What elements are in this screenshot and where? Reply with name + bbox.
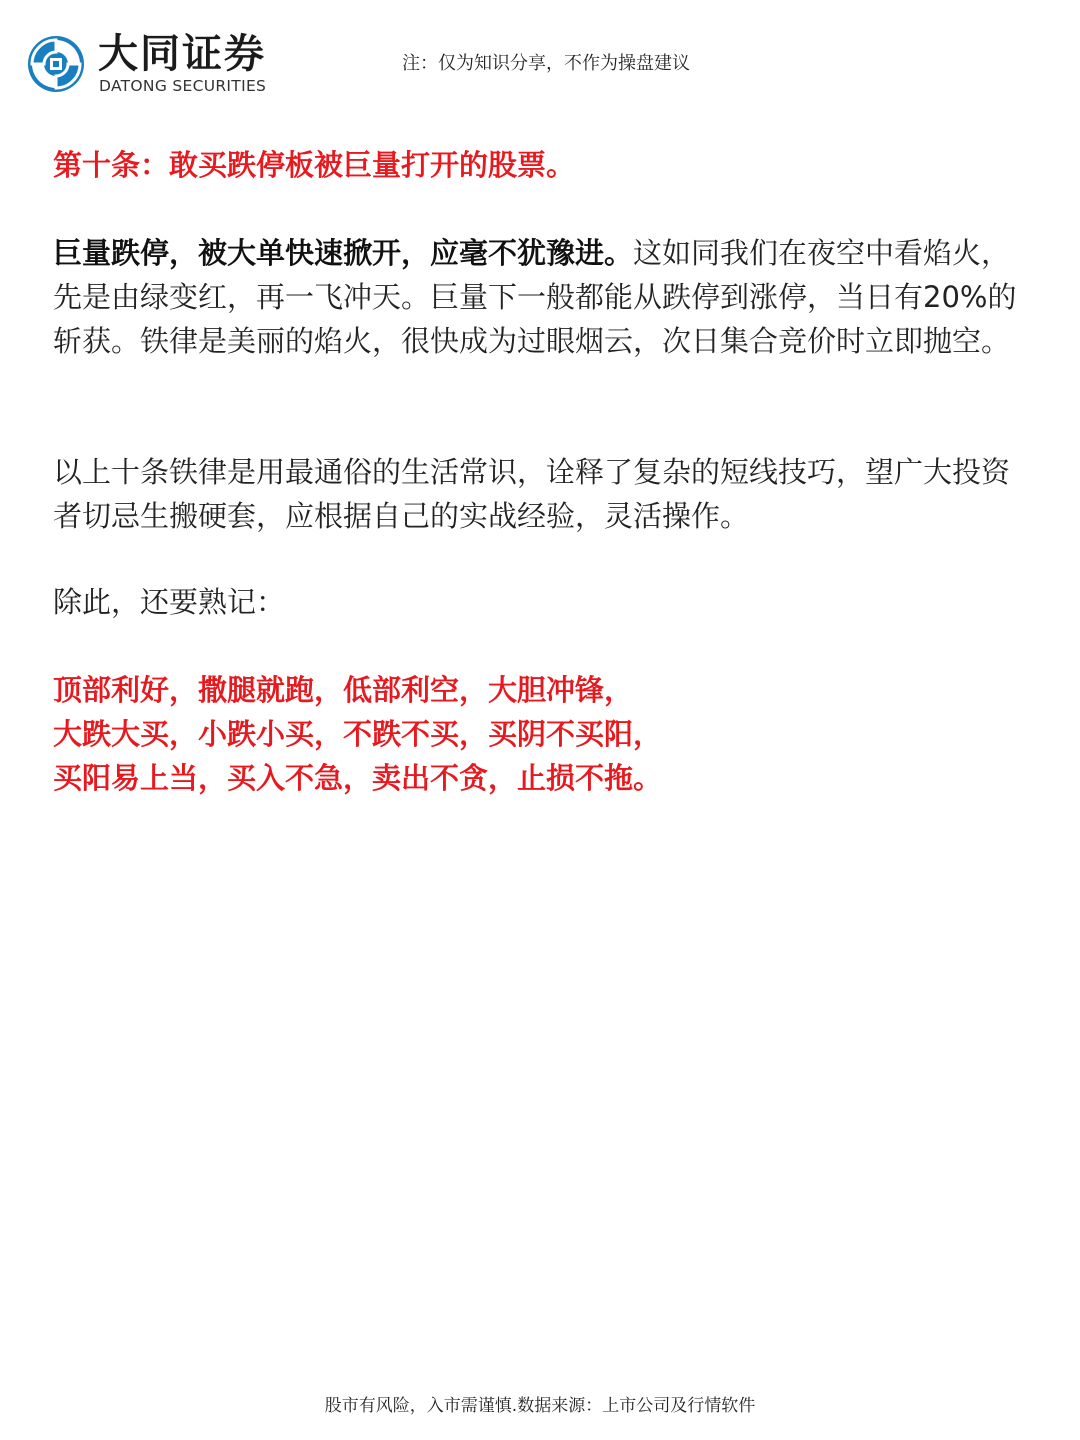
header (0, 0, 1080, 110)
paragraph-rule-explanation (53, 231, 1028, 363)
mnemonic-line: 买阳易上当，买入不急，卖出不贪，止损不拖。 (53, 761, 663, 795)
disclaimer-note: 注：仅为知识分享，不作为操盘建议 (402, 53, 690, 74)
paragraph-remember: 除此，还要熟记： (53, 585, 286, 619)
footer-risk-notice: 股市有风险，入市需谨慎.数据来源：上市公司及行情软件 (324, 1396, 756, 1416)
logo-chinese-name: 大同证券 (98, 31, 266, 77)
paragraph-summary: 以上十条铁律是用最通俗的生活常识，诠释了复杂的短线技巧，望广大投资者切忌生搬硬套，应根据自己的实战经验，灵活操作。 (53, 455, 1011, 533)
logo-english-name: DATONG SECURITIES (99, 77, 267, 95)
mnemonic-line: 顶部利好，撒腿就跑，低部利空，大胆冲锋， (53, 673, 634, 707)
datong-logo-icon (26, 34, 86, 94)
rule-title: 第十条：敢买跌停板被巨量打开的股票。 (53, 148, 576, 182)
mnemonic-line: 大跌大买，小跌小买，不跌不买，买阴不买阳， (53, 717, 663, 751)
mnemonic-verse (53, 668, 1028, 800)
paragraph-body: 这如同我们在夜空中看焰火，先是由绿变红，再一飞冲天。巨量下一般都能从跌停到涨停，当日有20%的斩获。铁律是美丽的焰火，很快成为过眼烟云，次日集合竞价时立即抛空。 (53, 236, 1017, 358)
paragraph-lead-bold: 巨量跌停，被大单快速掀开，应毫不犹豫进。 (53, 236, 634, 270)
